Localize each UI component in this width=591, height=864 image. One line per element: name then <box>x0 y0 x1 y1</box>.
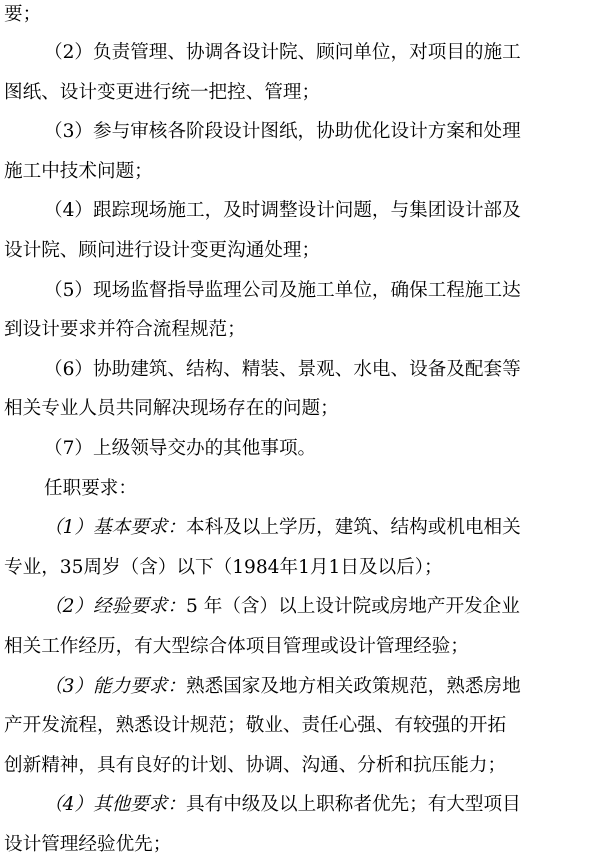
requirement-label: （3）能力要求： <box>44 675 186 697</box>
text-line-20: 创新精神，具有良好的计划、协调、沟通、分析和抗压能力； <box>4 754 507 776</box>
text-line-15: 专业，35周岁（含）以下（1984年1月1日及以后）； <box>4 556 443 578</box>
text-line-4: （3）参与审核各阶段设计图纸，协助优化设计方案和处理 <box>44 121 521 143</box>
text-line-12: （7）上级领导交办的其他事项。 <box>44 437 317 459</box>
text-line-16: （2）经验要求：5 年（含）以上设计院或房地产开发企业 <box>44 596 520 618</box>
text-line-22: 设计管理经验优先； <box>4 833 172 855</box>
text-line-10: （6）协助建筑、结构、精装、景观、水电、设备及配套等 <box>44 358 521 380</box>
text-line-3: 图纸、设计变更进行统一把控、管理； <box>4 81 321 103</box>
requirement-label: （1）基本要求： <box>44 517 186 539</box>
text-line-14: （1）基本要求：本科及以上学历，建筑、结构或机电相关 <box>44 517 521 539</box>
text-line-21: （4）其他要求：具有中级及以上职称者优先；有大型项目 <box>44 794 521 816</box>
text-line-17: 相关工作经历，有大型综合体项目管理或设计管理经验； <box>4 635 469 657</box>
text-line-2: （2）负责管理、协调各设计院、顾问单位，对项目的施工 <box>44 42 521 63</box>
text-line-19: 产开发流程，熟悉设计规范；敬业、责任心强、有较强的开拓 <box>4 715 507 737</box>
text-line-5: 施工中技术问题； <box>4 160 153 182</box>
requirement-label: （2）经验要求： <box>44 596 186 618</box>
text-line-9: 到设计要求并符合流程规范； <box>4 319 246 341</box>
text-line-7: 设计院、顾问进行设计变更沟通处理； <box>4 239 321 261</box>
requirement-label: （4）其他要求： <box>44 794 186 816</box>
text-line-11: 相关专业人员共同解决现场存在的问题； <box>4 398 339 420</box>
section-heading: 任职要求： <box>44 477 137 499</box>
text-line-6: （4）跟踪现场施工，及时调整设计问题，与集团设计部及 <box>44 200 521 222</box>
text-line-8: （5）现场监督指导监理公司及施工单位，确保工程施工达 <box>44 279 521 301</box>
text-line-18: （3）能力要求：熟悉国家及地方相关政策规范，熟悉房地 <box>44 675 521 697</box>
text-line-1: 要； <box>4 4 42 25</box>
